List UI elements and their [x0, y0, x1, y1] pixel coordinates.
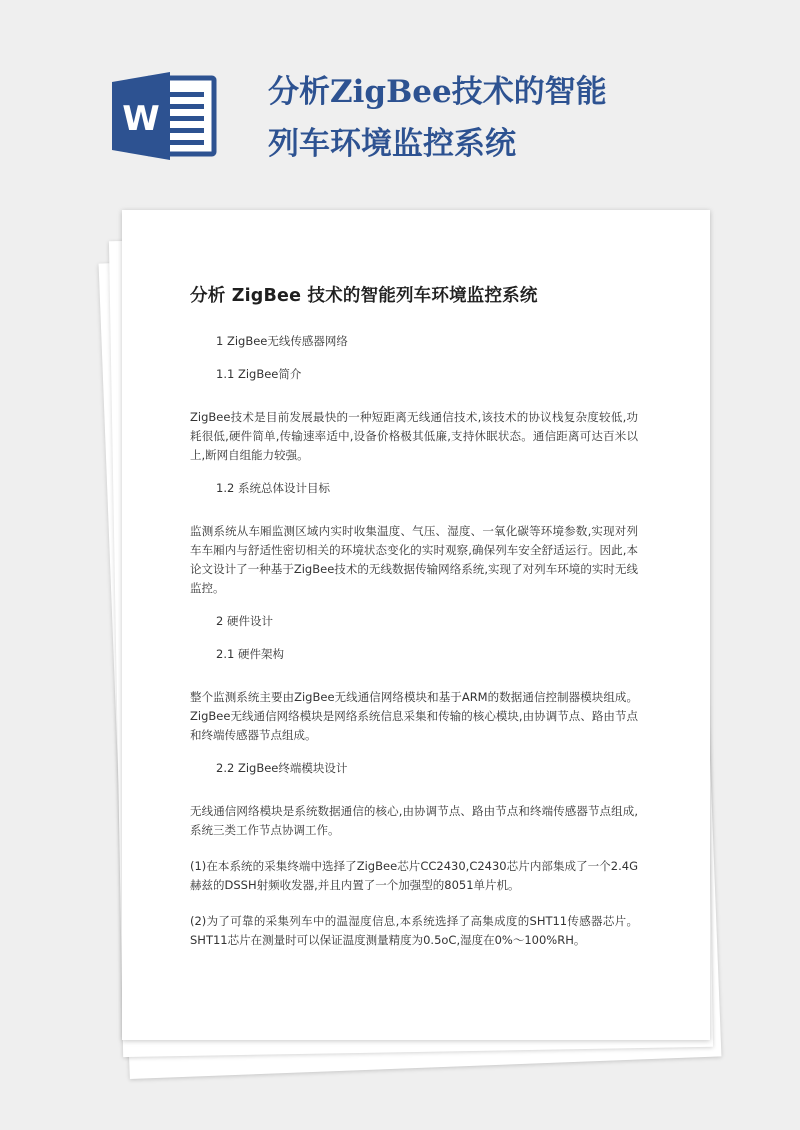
document-content	[190, 282, 638, 967]
document-title: 分析 ZigBee 技术的智能列车环境监控系统	[190, 286, 538, 306]
heading-2-1: 2.1 硬件架构	[216, 647, 284, 661]
banner-title-line1: 分析ZigBee技术的智能	[268, 74, 607, 110]
paragraph-sht11: (2)为了可靠的采集列车中的温湿度信息,本系统选择了高集成度的SHT11传感器芯片。SHT11芯片在测量时可以保证温度测量精度为0.5oC,湿度在0%～100%RH。	[190, 914, 638, 947]
paragraph-design-goal: 监测系统从车厢监测区域内实时收集温度、气压、湿度、一氧化碳等环境参数,实现对列车车厢内与舒适性密切相关的环境状态变化的实时观察,确保列车安全舒适运行。因此,本论文设计了一种基于ZigBee技术的无线数据传输网络系统,实现了对列车环境的实时无线监控。	[190, 524, 638, 595]
heading-2-2: 2.2 ZigBee终端模块设计	[216, 761, 348, 775]
heading-1-2: 1.2 系统总体设计目标	[216, 481, 330, 495]
paragraph-cc2430: (1)在本系统的采集终端中选择了ZigBee芯片CC2430,C2430芯片内部集成了一个2.4G赫兹的DSSH射频收发器,并且内置了一个加强型的8051单片机。	[190, 859, 638, 892]
word-document-icon	[110, 72, 222, 160]
paragraph-hardware-architecture: 整个监测系统主要由ZigBee无线通信网络模块和基于ARM的数据通信控制器模块组成。ZigBee无线通信网络模块是网络系统信息采集和传输的核心模块,由协调节点、路由节点和终端传感器节点组成。	[190, 690, 638, 742]
word-icon-letter: W	[122, 99, 160, 139]
heading-2: 2 硬件设计	[216, 614, 273, 628]
heading-1: 1 ZigBee无线传感器网络	[216, 334, 348, 348]
paragraph-network-module: 无线通信网络模块是系统数据通信的核心,由协调节点、路由节点和终端传感器节点组成,系统三类工作节点协调工作。	[190, 804, 638, 837]
banner-title	[268, 66, 648, 170]
banner-title-line2: 列车环境监控系统	[268, 126, 516, 162]
paragraph-zigbee-intro: ZigBee技术是目前发展最快的一种短距离无线通信技术,该技术的协议栈复杂度较低,功耗很低,硬件简单,传输速率适中,设备价格极其低廉,支持休眠状态。通信距离可达百米以上,断网自组能力较强。	[190, 410, 638, 462]
heading-1-1: 1.1 ZigBee简介	[216, 367, 302, 381]
